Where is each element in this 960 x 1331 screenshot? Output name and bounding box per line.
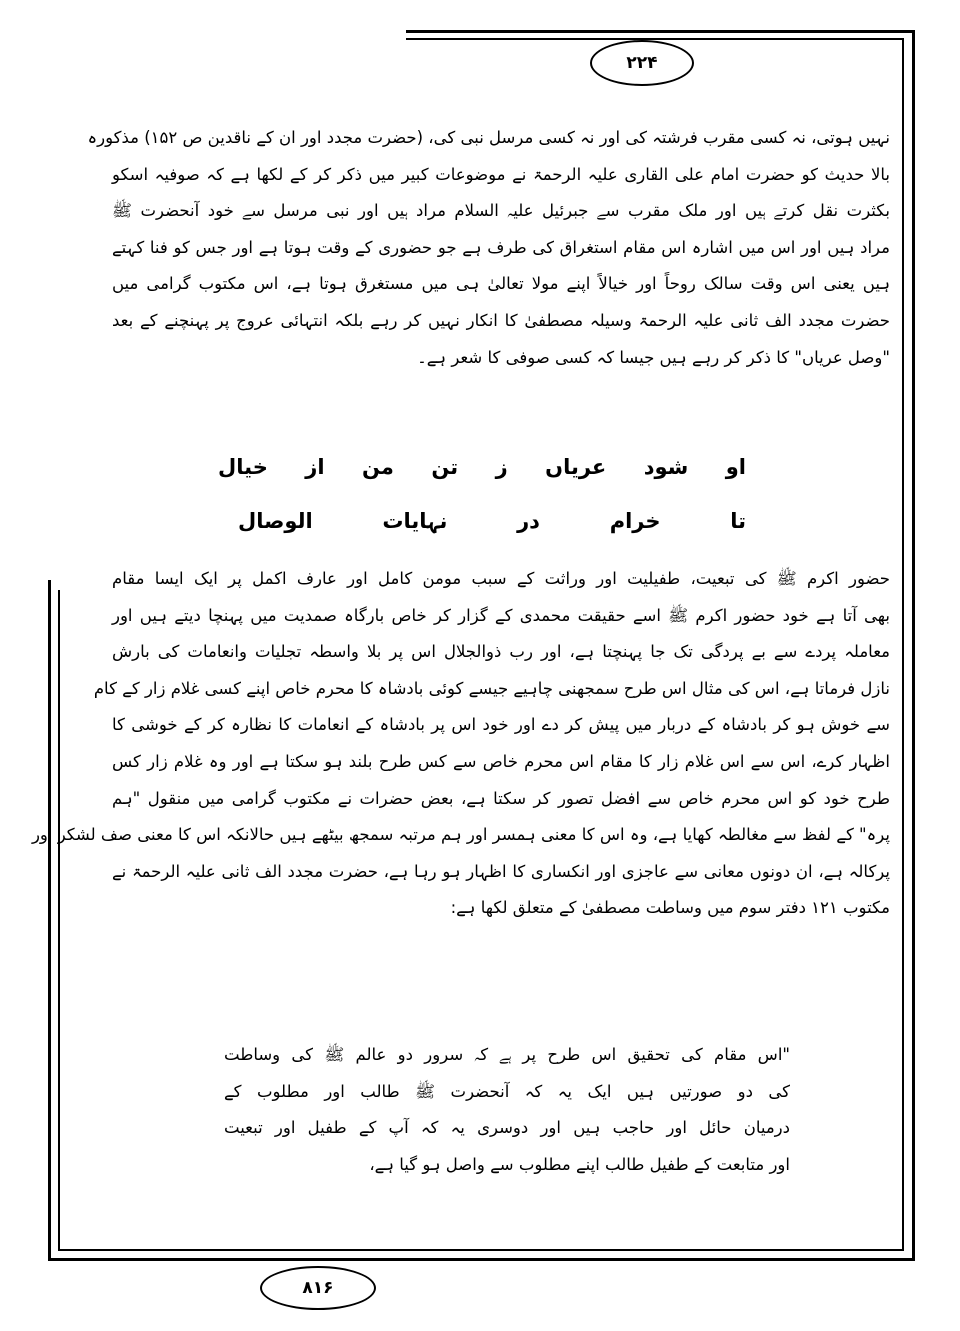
frame-left-line-inner	[58, 590, 60, 1250]
quote-line: کی دو صورتیں ہیں ایک یہ کہ آنحضرت ﷺ طالب اور مطلوب کے	[224, 1081, 790, 1101]
frame-top-line-inner	[406, 38, 904, 40]
verse-line-1	[218, 455, 746, 479]
verse-word: در	[517, 509, 540, 533]
footer-page-number: ۸۱۶	[260, 1266, 376, 1310]
frame-top-line-outer	[406, 30, 914, 33]
paragraph-1-line: "وصل عریاں" کا ذکر کر رہے ہیں جیسا کہ کسی صوفی کا شعر ہے۔	[417, 347, 890, 367]
paragraph-1-line: ہیں یعنی اس وقت سالک روحاً اور خیالاً اپنے مولا تعالیٰ ہی میں مستغرق ہوتا ہے، اس مکتوب گرامی میں	[112, 274, 890, 294]
header-page-number: ۲۲۴	[590, 40, 694, 86]
frame-right-line-inner	[902, 38, 904, 1250]
quote-line: "اس مقام کی تحقیق اس طرح پر ہے کہ سرور دو عالم ﷺ کی وساطت	[224, 1045, 790, 1064]
frame-bottom-line-outer	[48, 1258, 915, 1261]
paragraph-1-line: نہیں ہوتی، نہ کسی مقرب فرشتہ کی اور نہ کسی مرسل نبی کی، (حضرت مجدد اور ان کے ناقدین ص ۱۵۲) مذکورہ	[87, 128, 890, 147]
paragraph-2-line: نازل فرماتا ہے، اس کی مثال اس طرح سمجھنی چاہیے جیسے کوئی بادشاہ کا محرم خاص اپنے کسی غلام زار کے کام	[93, 678, 890, 698]
paragraph-1-line: حضرت مجدد الف ثانی علیہ الرحمۃ وسیلہ مصطفیٰ کا انکار نہیں کر رہے بلکہ انتہائی عروج پر پہنچنے کے بعد	[112, 310, 890, 330]
verse-word: من	[362, 455, 394, 479]
paragraph-2-line: سے خوش ہو کر بادشاہ کے دربار میں پیش کر دے اور خود اس پر بادشاہ کے انعامات کا نظارہ کر کے خوشی کا	[112, 715, 890, 735]
paragraph-2-line: معاملہ پردے سے بے پردگی تک جا پہنچتا ہے، اور رب ذوالجلال اس پر بلا واسطہ تجلیات وانعامات کی بارش	[112, 642, 890, 662]
paragraph-2	[31, 561, 890, 927]
verse-word: ز	[495, 455, 508, 479]
verse-word: تن	[431, 455, 459, 479]
frame-left-line-outer	[48, 580, 51, 1260]
verse-word: نہایات	[382, 509, 448, 533]
paragraph-2-line: اظہار کرے، اس سے اس غلام زار کا مقام اس محرم خاص سے کس طرح بلند ہو سکتا ہے اور وہ غلام زار کس	[112, 751, 890, 771]
quote-line: اور متابعت کے طفیل طالب اپنے مطلوب سے واصل ہو گیا ہے،	[369, 1154, 790, 1174]
quote-line: درمیان حائل اور حاجب ہیں اور دوسری یہ کہ آپ کے طفیل اور تبعیت	[224, 1118, 790, 1138]
verse-word: عریاں	[545, 455, 607, 479]
verse-word: او	[725, 455, 746, 479]
paragraph-2-line: حضور اکرم ﷺ کی تبعیت، طفیلیت اور وراثت کے سبب مومن کامل اور عارف اکمل پر ایک ایسا مقام	[112, 569, 890, 588]
paragraph-2-line: بھی آتا ہے خود حضور اکرم ﷺ اسے حقیقت محمدی کے گزار کر خاص بارگاہ صمدیت میں پہنچا دیتے ہیں اور	[112, 605, 890, 625]
frame-right-line-outer	[912, 30, 915, 1260]
verse-word: خرام	[609, 509, 661, 533]
paragraph-2-line: مکتوب ۱۲۱ دفتر سوم میں وساطت مصطفیٰ کے متعلق لکھا ہے:	[450, 898, 890, 918]
frame-bottom-line-inner	[58, 1249, 904, 1251]
verse-word: تا	[730, 509, 746, 533]
verse-word: خیال	[218, 455, 268, 479]
verse-word: از	[305, 455, 325, 479]
paragraph-1-line: بکثرت نقل کرتے ہیں اور ملک مقرب سے جبرئیل علیہ السلام مراد ہیں اور نبی مرسل سے خود آنحضرت ﷺ	[112, 201, 890, 221]
paragraph-1-line: بالا حدیث کو حضرت امام علی القاری علیہ الرحمۃ نے موضوعات کبیر میں ذکر کر کے لکھا ہے کہ صوفیہ اسکو	[112, 164, 890, 184]
paragraph-1	[87, 120, 890, 376]
paragraph-1-line: مراد ہیں اور اس میں اشارہ اس مقام استغراق کی طرف ہے جو حضوری کے وقت ہوتا ہے اور جس کو فنا کہتے	[112, 237, 890, 257]
verse-word: الوصال	[238, 509, 313, 533]
paragraph-2-line: طرح خود کو اس محرم خاص سے افضل تصور کر سکتا ہے، بعض حضرات نے مکتوب گرامی میں منقول "ہم	[112, 788, 890, 808]
paragraph-2-line: پرہ" کے لفظ سے مغالطہ کھایا ہے، وہ اس کا معنی ہمسر اور ہم مرتبہ سمجھ بیٹھے ہیں حالانکہ اس کا معنی صف لشکر اور	[31, 825, 890, 845]
verse-line-2	[238, 509, 746, 533]
verse-word: شود	[643, 455, 689, 479]
paragraph-2-line: پرکالہ ہے، ان دونوں معانی سے عاجزی اور انکساری کا اظہار ہو رہا ہے، حضرت مجدد الف ثانی علیہ الرحمۃ نے	[112, 861, 890, 881]
quote-block	[224, 1037, 790, 1183]
